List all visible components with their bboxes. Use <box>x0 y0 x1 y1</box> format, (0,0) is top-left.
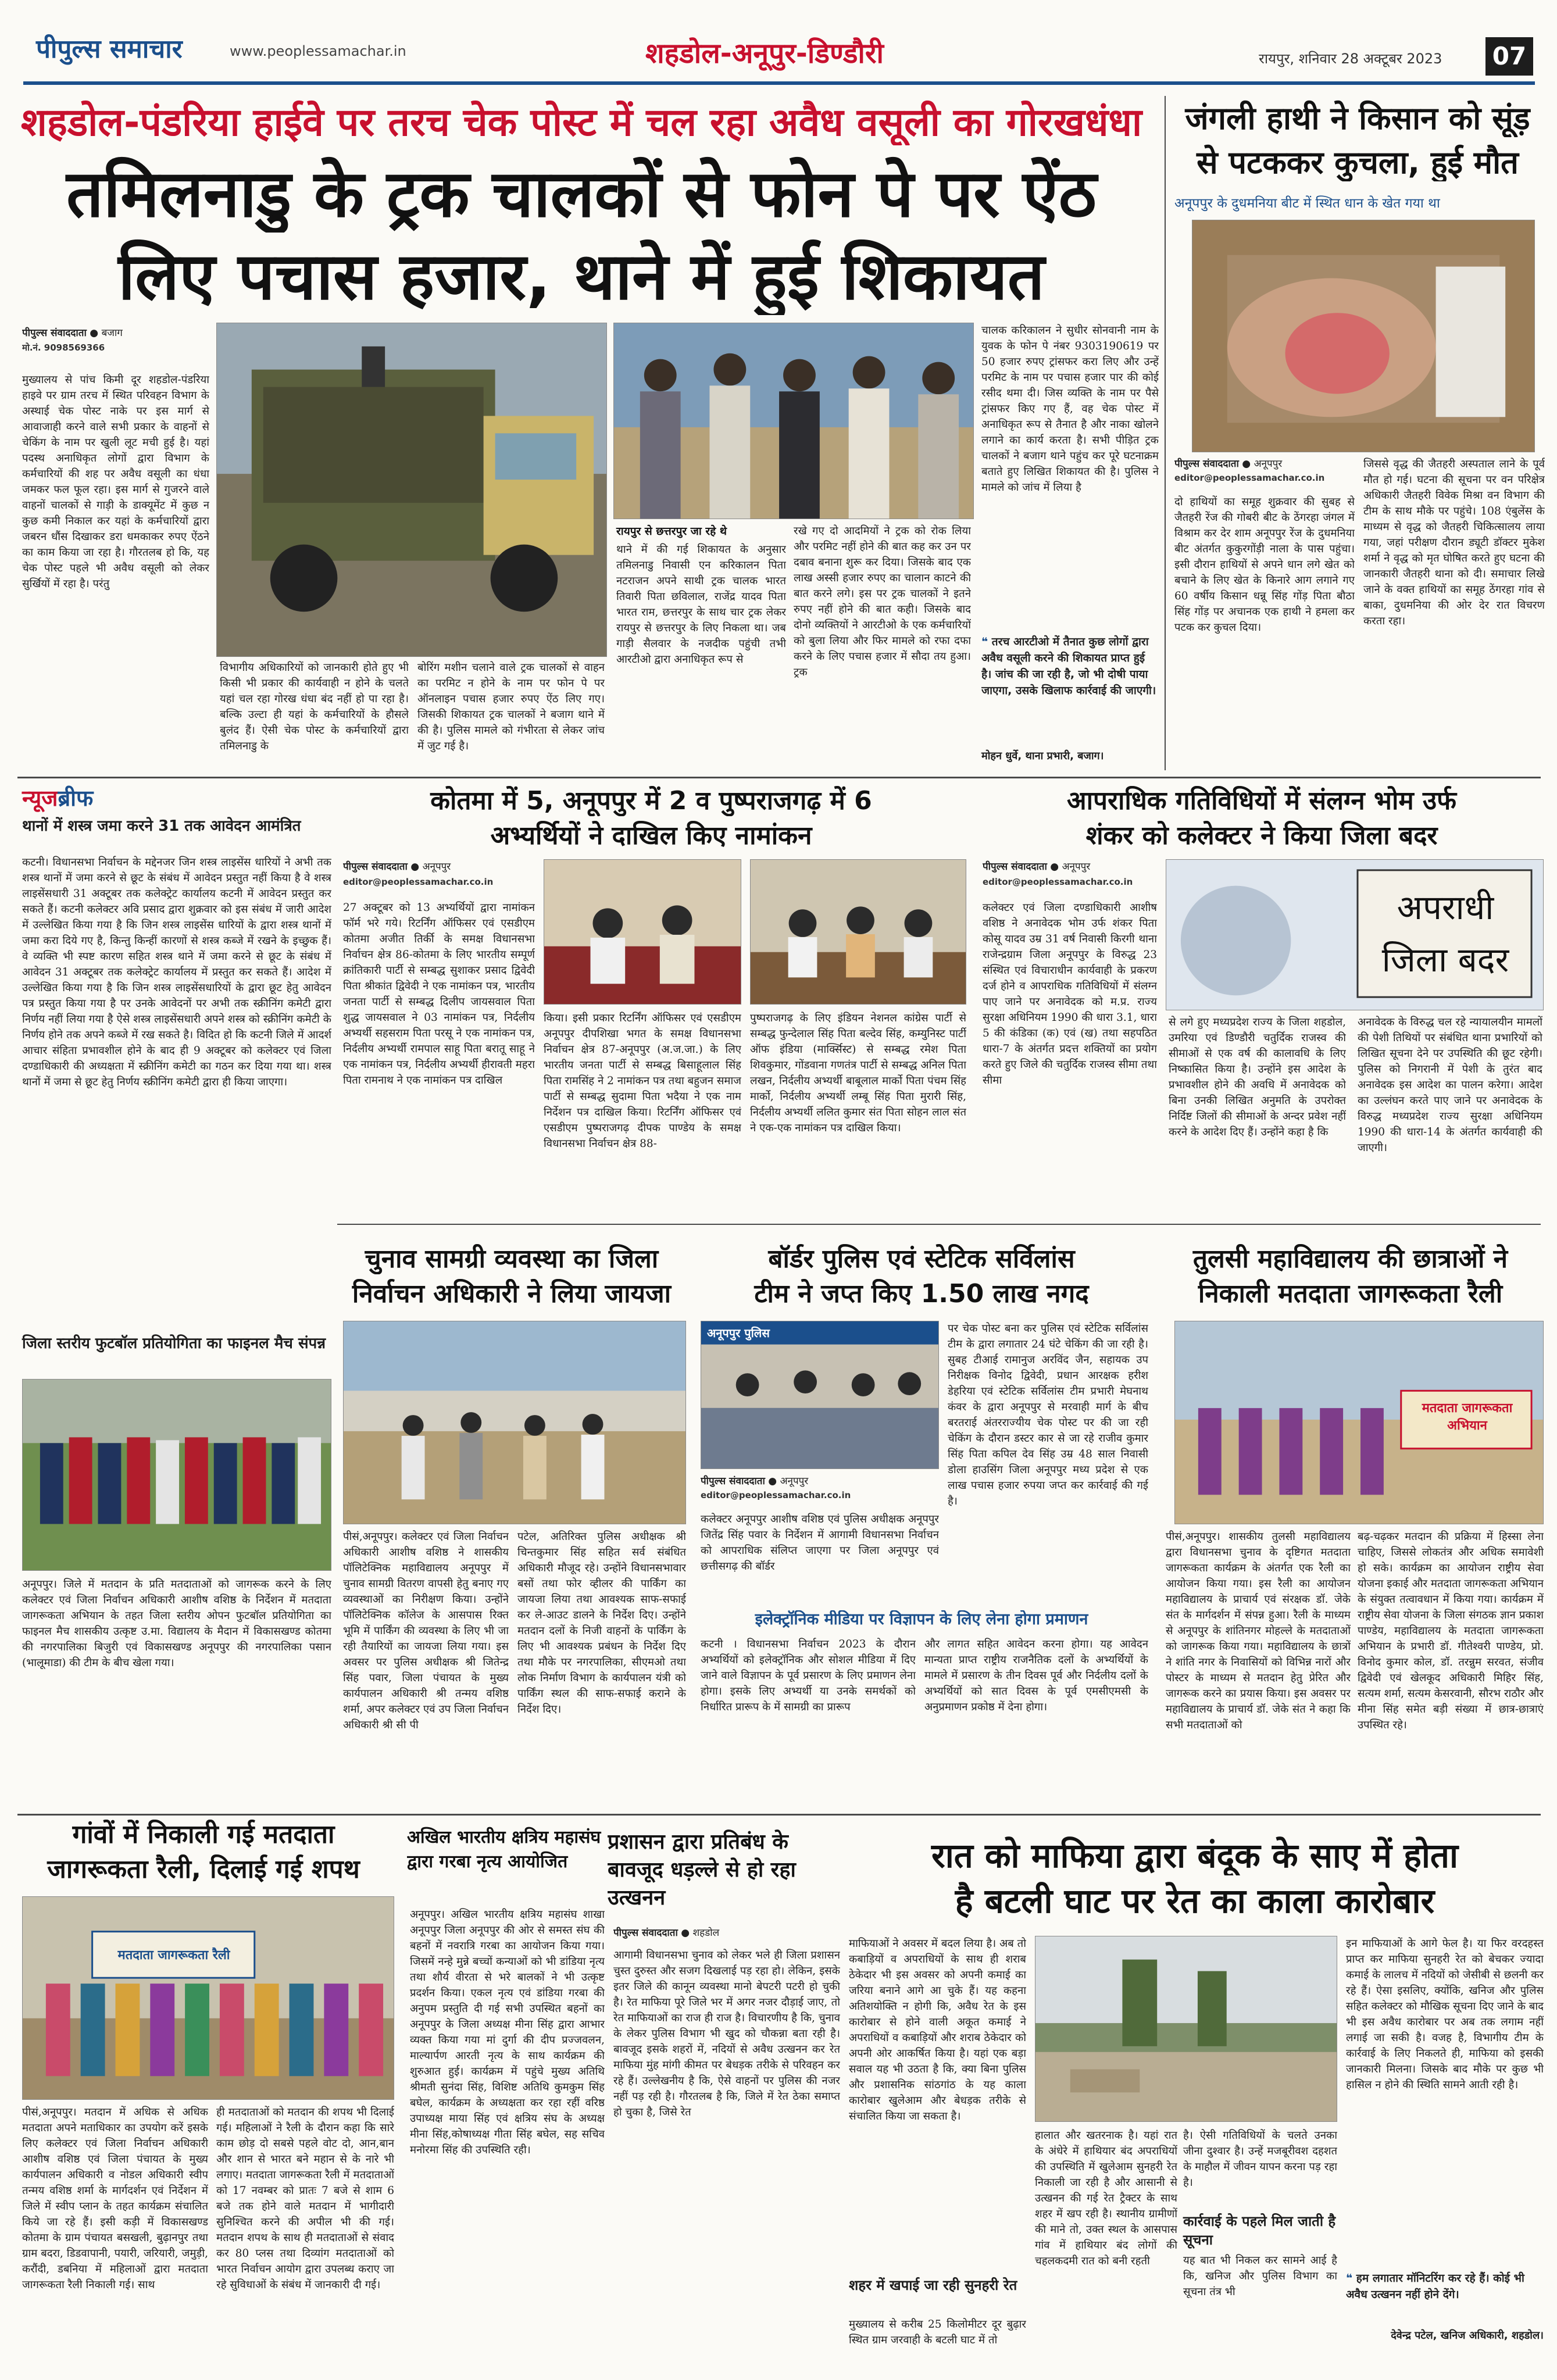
tulsi-col-2: बढ़-चढ़कर मतदान की प्रक्रिया में हिस्सा लेना चाहिए, जिससे लोकतंत्र और अधिक समावेशी हो सके। कार्यक्रम का आयोजन राष्ट्रीय सेवा योजना इकाई और मतदाता जागरूकता अभियान के संयुक्त तत्वावधान में किया गया। कार्यक्रम में राष्ट्रीय सेवा योजना के जिला संगठक ज्ञान प्रकाश पाण्डेय, महाविद्यालय के मतदाता जागरूकता अभियान के प्रभारी डॉ. गीतेश्वरी पाण्डेय, प्रो. विनोद कुमार कोल, डॉ. तरन्नुम सरवत, संजीव द्विवेदी एवं खेलकूद अधिकारी मिहिर सिंह, सत्यम शर्मा, सत्यम केसरवानी, सौरभ राठौर और मीना सिंह समेत बड़ी संख्या में छात्र-छात्राएं उपस्थित रहे। <box>1358 1531 1544 1731</box>
nominations-col-2: किया। इसी प्रकार रिटर्निंग ऑफिसर एवं एसडीएम अनूपपुर दीपशिखा भगत के समक्ष विधानसभा निर्वाचन क्षेत्र 87-अनूपपुर (अ.ज.जा.) के लिए भारतीय जनता पार्टी से सम्बद्ध बिसाहूलाल सिंह पिता रामसिंह ने 2 नामांकन पत्र तथा बहुजन समाज पार्टी से सम्बद्ध सुदामा पिता भदैया ने एक नाम निर्देशन पत्र दाखिल किया। रिटर्निंग ऑफिसर एवं एसडीएम पुष्पराजगढ़ दीपक पाण्डेय के समक्ष विधानसभा निर्वाचन क्षेत्र 88- <box>544 1012 741 1150</box>
brand-name: पीपुल्स समाचार <box>36 34 183 64</box>
nominations-headline-2: अभ्यर्थियों ने दाखिल किए नामांकन <box>490 821 812 850</box>
byline-place: अनूपपुर <box>1062 861 1091 873</box>
byline-source: पीपुल्स संवाददाता <box>343 861 408 873</box>
elephant-headline-1: जंगली हाथी ने किसान को सूंड़ <box>1185 100 1530 137</box>
jila-badar-email[interactable]: editor@peoplessamachar.co.in <box>983 877 1133 887</box>
border-police-byline: पीपुल्स संवाददाता ● अनूपपुर <box>701 1475 809 1487</box>
sand-mafia-col-3: है। ऐसी गतिविधियों के चलते उनका जीना दुश्वार है। उन्हें मजबूरीवश दहशत के माहौल में जीवन यापन करना पड़ रहा है। <box>1183 2129 1337 2189</box>
electronic-media-headline: इलेक्ट्रॉनिक मीडिया पर विज्ञापन के लिए लेना होगा प्रमाणन <box>755 1610 1088 1628</box>
tulsi-headline-2: निकाली मतदाता जागरूकता रैली <box>1198 1279 1503 1309</box>
byline-source: पीपुल्स संवाददाता <box>701 1475 765 1487</box>
brief-1-headline: थानों में शस्त्र जमा करने 31 तक आवेदन आमंत्रित <box>22 817 301 835</box>
tulsi-col-1: पीसं,अनूपपुर। शासकीय तुलसी महाविद्यालय द्वारा विधानसभा चुनाव के दृष्टिगत मतदाता जागरूकता कार्यक्रम के अंतर्गत एक रैली का आयोजन किया गया। इस रैली का आयोजन महाविद्यालय के प्राचार्य एवं संरक्षक डॉ. जेके संत के मार्गदर्शन में संपन्न हुआ। रैली के माध्यम से अनूपपुर के शांतिनगर मोहल्ले के मतदाताओं को जागरूक किया गया। महाविद्यालय के छात्रों ने शांति नगर के निवासियों को विभिन्न नारों और पोस्टर के माध्यम से मतदान हेतु प्रेरित और जागरूक करने का प्रयास किया। इस अवसर पर महाविद्यालय के प्राचार्य डॉ. जेके संत ने कहा कि सभी मतदाताओं को <box>1166 1531 1351 1731</box>
masthead-rule <box>23 81 1535 85</box>
nominations-col-3: पुष्पराजगढ़ के लिए इंडियन नेशनल कांग्रेस पार्टी से सम्बद्ध फुन्देलाल सिंह पिता बल्देव सिंह, कम्युनिस्ट पार्टी ऑफ इंडिया (मार्क्सिस्ट) से सम्बद्ध रमेश पिता शिवकुमार, गोंडवाना गणतंत्र पार्टी से सम्बद्ध अनिल पिता लखन, निर्दलीय अभ्यर्थी बाबूलाल मार्को पिता पंचम सिंह मार्को, निर्दलीय अभ्यर्थी लम्बू सिंह पिता मुरारी सिंह, निर्दलीय अभ्यर्थी ललित कुमार संत पिता सोहन लाल संत ने एक-एक नामांकन पत्र दाखिल किया। <box>750 1012 966 1134</box>
border-police-col-1: कलेक्टर अनूपपुर आशीष वशिष्ठ एवं पुलिस अधीक्षक अनूपपुर जितेंद्र सिंह पवार के निर्देशन में आगामी विधानसभा निर्वाचन को आपराधिक संलिप्त जाएगा पर जिला अनूपपुर एवं छत्तीसगढ़ की बॉर्डर <box>701 1513 939 1573</box>
horizontal-rule <box>17 777 1541 778</box>
lead-col-5: रखे गए दो आदमियों ने ट्रक को रोक लिया और परमिट नहीं होने की बात कह कर उन पर दबाव बनाना शुरू कर दिया। जिसके बाद एक लाख अस्सी हजार रुपए का चालान काटने की बात करने लगे। इस पर ट्रक चालकों ने इतने रुपए नहीं होने की बात कही। जिसके बाद दोनो व्यक्तियों ने आरटीओ के एक कर्मचारियों को बुला लिया और फिर मामले को रफा दफा करने के लिए पचास हजार में सौदा तय हुआ। ट्रक <box>794 525 971 678</box>
election-material-headline-1: चुनाव सामग्री व्यवस्था का जिला <box>365 1244 659 1274</box>
jila-badar-col-3: अनावेदक के विरुद्ध चल रहे न्यायालयीन मामलों की पेशी तिथियों पर संबंधित थाना प्रभारियों को लिखित सूचना देने पर उपस्थिति की छूट रहेगी। पुलिस को निगरानी में पेशी के तुरंत बाद अनावेदक इस आदेश का पालन करेगा। आदेश का उल्लंघन करते पाए जाने पर अनावेदक के विरुद्ध मध्यप्रदेश राज्य सुरक्षा अधिनियम 1990 की धारा-14 के अंतर्गत कार्यवाही की जाएगी। <box>1358 1016 1542 1154</box>
byline-place: शहडोल <box>692 1927 720 1939</box>
sand-mafia-headline-1: रात को माफिया द्वारा बंदूक के साए में होता <box>931 1836 1459 1875</box>
horizontal-rule <box>17 1814 1541 1816</box>
lead-headline-2: लिए पचास हजार, थाने में हुई शिकायत <box>118 239 1045 315</box>
village-rally-photo <box>22 1896 394 2100</box>
truck-drivers-photo <box>613 323 974 519</box>
nomination-photo-1 <box>544 859 741 1005</box>
elephant-subhead: अनूपपुर के दुधमनिया बीट में स्थित धान के खेत गया था <box>1174 196 1440 211</box>
village-rally-headline-2: जागरूकता रैली, दिलाई गई शपथ <box>47 1854 360 1884</box>
byline-place: अनूपपुर <box>1254 458 1283 470</box>
village-rally-col-1: पीसं,अनूपपुर। मतदान में अधिक से अधिक मतदाता अपने मताधिकार का उपयोग करें इसके लिए कलेक्टर एवं जिला निर्वाचन अधिकारी आशीष वशिष्ठ एवं जिला पंचायत के मुख्य कार्यपालन अधिकारी व नोडल अधिकारी स्वीप तन्मय वशिष्ठ शर्मा के मार्गदर्शन एवं निर्देशन में जिले में स्वीप प्लान के तहत कार्यक्रम संचालित किये जा रहे हैं। इसी कड़ी में विकासखण्ड कोतमा के ग्राम पंचायत बसखली, बुढ़ानपुर तथा ग्राम बदरा, डिडवापानी, पयारी, जरियारी, जमुड़ी, करौंदी, डबनिया में महिलाओं द्वारा मतदाता जागरूकता रैली निकाली गई। साथ <box>22 2106 208 2291</box>
elephant-col-2: जिससे वृद्ध की जैतहरी अस्पताल लाने के पूर्व मौत हो गई। घटना की सूचना पर वन परिक्षेत्र अधिकारी जैतहरी विवेक मिश्रा वन विभाग की टीम के साथ मौके पर पहुंचे। 108 एंबुलेंस के माध्यम से वृद्ध को जैतहरी चिकित्सालय लाया गया, जहां परीक्षण दौरान ड्यूटी डॉक्टर मुकेश शर्मा ने वृद्ध को मृत घोषित करते हुए घटना की जानकारी जैतहरी थाना को दी। समाचार लिखे जाने के वक्त हाथियों का समूह ठेंगरहा गांव से बाका, दुधमनिया की ओर देर रात विचरण करता रहा। <box>1363 458 1545 627</box>
nominations-email[interactable]: editor@peoplessamachar.co.in <box>343 877 494 887</box>
brief-2-text: अनूपपुर। जिले में मतदान के प्रति मतदाताओं को जागरूक करने के लिए कलेक्टर एवं जिला निर्वाचन अधिकारी आशीष वशिष्ठ के निर्देशन में मतदाता जागरूकता अभियान के तहत जिला स्तरीय ओपन फुटबॉल प्रतियोगिता का फाइनल मैच शासकीय उत्कृष्ट उ.मा. विद्यालय के मैदान में विकासखण्ड कोतमा की नगरपालिका बिजुरी एवं विकासखण्ड अनूपपुर की नगरपालिका पसान (भालूमाडा) की टीम के बीच खेला गया। <box>22 1578 331 1669</box>
lead-col-6: चालक करिकालन ने सुधीर सोनवानी नाम के युवक के फोन पे नंबर 9303190619 पर 50 हजार रुपए ट्रांसफर करा लिए और उन्हें परमिट के नाम पर पचास हजार पार की कोई रसीद थमा दी। जिस व्यक्ति के नाम पर पैसे ट्रांसफर किए गए हैं, वह चेक पोस्ट में अनाधिकृत रूप से तैनात है और नाका खोलने लगाने का कार्य करता है। सभी पीड़ित ट्रक चालकों ने बजाग थाने पहुंच कर पूरे घटनाक्रम बताते हुए लिखित शिकायत की है। पुलिस ने मामले को जांच में लिया है <box>981 324 1159 494</box>
sand-mafia-col-1: माफियाओं ने अवसर में बदल लिया है। अब तो कबाड़ियों व अपराधियों के साथ ही शराब ठेकेदार भी इस अवसर को अपनी कमाई का जरिया बनाने आगे आ चुके हैं। यह कहना अतिशयोक्ति न होगी कि, अवैध रेत के इस कारोबार से होने वाली अकूत कमाई ने अपराधियों व कबाड़ियों और शराब ठेकेदार को अपनी ओर आकर्षित किया है। यहां एक बड़ा सवाल यह भी उठता है कि, क्या बिना पुलिस और प्रशासनिक सांठगांठ के यह काला कारोबार खुलेआम और बेधड़क तरीके से संचालित किया जा सकता है। <box>849 1938 1026 2122</box>
village-rally-headline-1: गांवों में निकाली गई मतदाता <box>72 1820 335 1849</box>
nominations-headline-1: कोतमा में 5, अनूपपुर में 2 व पुष्पराजगढ़ में 6 <box>430 786 872 816</box>
tulsi-headline-1: तुलसी महाविद्यालय की छात्राओं ने <box>1192 1244 1508 1274</box>
jila-badar-headline-2: शंकर को कलेक्टर ने किया जिला बदर <box>1085 821 1438 850</box>
jila-badar-headline-1: आपराधिक गतिविधियों में संलग्न भोम उर्फ <box>1066 786 1457 816</box>
election-material-col-2: पटेल, अतिरिक्त पुलिस अधीक्षक श्री चिन्तकुमार सिंह सहित सर्व संबंधित अधिकारी मौजूद रहे। उन्होंने विधानसभावार बसों तथा फोर व्हीलर की पार्किंग का जायजा लिया तथा आवश्यक साफ-सफाई कर ले-आउट डालने के निर्देश दिए। उन्होंने मतदान दलों के निजी वाहनों के पार्किंग के लिए भी आवश्यक प्रबंधन के निर्देश दिए तथा मौके पर नगरपालिका, सीएमओ तथा लोक निर्माण विभाग के कार्यपालन यंत्री को पार्किंग स्थल की साफ-सफाई कराने के निर्देश दिए। <box>517 1531 686 1716</box>
sign-line-2: जिला बदर <box>1381 940 1509 980</box>
byline-source: पीपुल्स संवाददाता <box>22 327 87 339</box>
village-rally-col-2: ही मतदाताओं को मतदान की शपथ भी दिलाई गई। महिलाओं ने रैली के दौरान कहा कि सारे काम छोड़ दो सबसे पहले वोट दो, आन,बान और शान से भारत बने महान से के नारे भी लगाए। मतदाता जागरूकता रैली में मतदाताओं को 17 नवम्बर को प्रातः 7 बजे से शाम 6 बजे तक होने वाले मतदान में भागीदारी सुनिश्चित करने की अपील भी की गई। मतदान शपथ के साथ ही मतदाताओं से संवाद कर 80 प्लस तथा दिव्यांग मतदाताओं को भारत निर्वाचन आयोग द्वारा उपलब्ध कराए जा रहे सुविधाओं के संबंध में जानकारी दी गई। <box>216 2106 394 2291</box>
sand-ghat-photo <box>1035 1936 1337 2122</box>
sand-mafia-subhead-1: शहर में खपाई जा रही सुनहरी रेत <box>849 2277 1017 2293</box>
vertical-rule <box>1165 96 1166 770</box>
photo-banner: अनूपपुर पुलिस <box>707 1326 770 1340</box>
border-police-email[interactable]: editor@peoplessamachar.co.in <box>701 1490 851 1500</box>
brief-2-headline: जिला स्तरीय फुटबॉल प्रतियोगिता का फाइनल मैच संपन्न <box>22 1335 326 1352</box>
sand-mafia-subhead-2: कार्रवाई के पहले मिल जाती है सूचना <box>1183 2213 1336 2248</box>
truck-photo <box>216 323 607 657</box>
lead-byline: पीपुल्स संवाददाता ● बजाग <box>22 327 123 339</box>
byline-place: बजाग <box>101 327 123 339</box>
dateline: रायपुर, शनिवार 28 अक्टूबर 2023 <box>1259 51 1442 67</box>
horizontal-rule <box>337 1224 1541 1225</box>
tulsi-rally-photo <box>1174 1321 1544 1524</box>
lead-mobile: मो.नं. 9098569366 <box>22 342 105 353</box>
garba-headline: अखिल भारतीय क्षत्रिय महासंघ द्वारा गरबा नृत्य आयोजित <box>407 1827 601 1872</box>
excavation-headline: प्रशासन द्वारा प्रतिबंध के बावजूद धड़ल्ले से हो रहा उत्खनन <box>608 1830 796 1910</box>
border-police-headline-1: बॉर्डर पुलिस एवं स्टेटिक सर्विलांस <box>768 1244 1075 1274</box>
sand-mafia-col-3b: यह बात भी निकल कर सामने आई है कि, खनिज और पुलिस विभाग का सूचना तंत्र भी <box>1183 2254 1337 2298</box>
website[interactable]: www.peoplessamachar.in <box>230 43 406 59</box>
jila-badar-col-2: से लगे हुए मध्यप्रदेश राज्य के जिला शहडोल, उमरिया एवं डिण्डौरी चतुर्दिक राजस्व की सीमाओं से एक वर्ष की कालावधि के लिए निष्कासित किया है। उन्होंने इस आदेश के प्रभावशील होने की अवधि में अनावेदक को बिना उनकी लिखित अनुमति के उपरोक्त निर्दिष्ट जिलों की सीमाओं के अन्दर प्रवेश नहीं करने के आदेश दिए हैं। उन्होंने कहा है कि <box>1169 1016 1346 1138</box>
farmer-photo <box>1192 220 1535 452</box>
brand-logo <box>36 30 216 64</box>
sign-line-1: अपराधी <box>1397 888 1494 927</box>
election-material-photo <box>343 1321 686 1524</box>
jila-badar-sign <box>1166 859 1544 1010</box>
electronic-media-col-1: कटनी । विधानसभा निर्वाचन 2023 के दौरान अभ्यर्थियों को इलेक्ट्रॉनिक और सोशल मीडिया में दिए जाने वाले विज्ञापन के पूर्व प्रसारण के लिए प्रमाणन लेना होगा। इसके लिए अभ्यर्थी या उनके समर्थकों को निर्धारित प्रारूप के में सामग्री का प्रारूप <box>701 1638 916 1713</box>
news-brief-label <box>22 782 231 812</box>
sand-mafia-quote <box>1346 2270 1544 2325</box>
byline-source: पीपुल्स संवाददाता <box>983 861 1047 873</box>
byline-place: अनूपपुर <box>780 1475 809 1487</box>
lead-quote-attribution: मोहन धुर्वे, थाना प्रभारी, बजाग। <box>981 750 1104 762</box>
section-title: शहडोल-अनूपुर-डिण्डौरी <box>645 37 884 70</box>
excavation-byline: पीपुल्स संवाददाता ● शहडोल <box>613 1927 720 1939</box>
byline-source: पीपुल्स संवाददाता <box>613 1927 678 1939</box>
lead-headline-1: तमिलनाडु के ट्रक चालकों से फोन पे पर ऐंठ <box>66 156 1097 232</box>
news-brief-label-1: न्यूज <box>22 785 58 811</box>
border-police-col-2: पर चेक पोस्ट बना कर पुलिस एवं स्टेटिक सर्विलांस टीम के द्वारा लगातार 24 घंटे चेकिंग की जा रही है। सुबह टीआई रामानुज अरविंद जैन, सहायक उप निरीक्षक विनोद द्विवेदी, प्रधान आरक्षक हरीश डेहरिया एवं स्टेटिक सर्विलांस टीम प्रभारी मेघनाथ कंवर के द्वारा अनूपपुर से मरवाही मार्ग के बीच बरतराई अंतरराज्यीय चेक पोस्ट पर की जा रही चेकिंग के दौरान डस्टर कार से जा रहे राजीव कुमार सिंह पिता कपिल देव सिंह उम्र 48 साल निवासी डोला हाउसिंग जिला अनूपपुर मध्य प्रदेश से एक लाख पचास हजार रुपया जप्त कर कार्रवाई की गई है। <box>948 1323 1148 1507</box>
elephant-email[interactable]: editor@peoplessamachar.co.in <box>1174 473 1325 483</box>
quote-icon: ❝ <box>1346 2272 1353 2285</box>
elephant-col-1: दो हाथियों का समूह शुक्रवार की सुबह से जैतहरी रेंज की गोबरी बीट के ठेंगरहा जंगल में विश्राम कर देर शाम अनूपपुर रेंज के दुधमनिया बीट अंतर्गत कुकुरगोंड़ी नाला के पास पहुंचा। इसी दौरान हाथियों से अपने धान लगे खेत को बचाने के लिए खेत के किनारे आग लगाने गए 60 वर्षीय किसान धन्नू सिंह गोंड़ पिता बौठा सिंह गोंड़ पर अचानक एक हाथी ने हमला कर पटक कर कुचल दिया। <box>1174 496 1355 634</box>
lead-col-3: बोरिंग मशीन चलाने वाले ट्रक चालकों से वाहन का परमिट न होने के नाम पर फोन पे पर ऑनलाइन पचास हजार रुपए ऐंठ लिए गए। जिसकी शिकायत ट्रक चालकों ने बजाग थाने में की है। पुलिस मामले को गंभीरता से लेकर जांच में जुट गई है। <box>417 662 605 752</box>
lead-quote <box>981 634 1159 741</box>
election-material-col-1: पीसं,अनूपपुर। कलेक्टर एवं जिला निर्वाचन अधिकारी आशीष वशिष्ठ ने शासकीय पॉलिटेक्निक महाविद्यालय अनूपपुर में चुनाव सामग्री वितरण वापसी हेतु बनाए गए व्यवस्थाओं का निरीक्षण किया। उन्होंने पॉलिटेक्निक कॉलेज के आसपास रिक्त भूमि में पार्किंग की व्यवस्था के लिए भी जा रही तैयारियों का जायजा लिया गया। इस अवसर पर पुलिस अधीक्षक श्री जितेन्द्र सिंह पवार, जिला पंचायत के मुख्य कार्यपालन अधिकारी श्री तन्मय वशिष्ठ शर्मा, अपर कलेक्टर एवं उप जिला निर्वाचन अधिकारी श्री सी पी <box>343 1531 509 1731</box>
page-number: 07 <box>1485 37 1533 76</box>
brief-1-text: कटनी। विधानसभा निर्वाचन के मद्देनजर जिन शस्त्र लाइसेंस धारियों ने अभी तक शस्त्र थानों में जमा करने से छूट के संबंध में आवेदन प्रस्तुत नहीं किया है वे शस्त्र लाइसेंसधारी 31 अक्टूबर तक कलेक्ट्रेट कार्यालय कटनी में आवेदन प्रस्तुत कर सकते हैं। कटनी कलेक्टर अवि प्रसाद द्वारा शुक्रवार को इस संबंध में जारी आदेश में उल्लेखित किया गया है कि जिन शस्त्र लाइसेंस धारियों के द्वारा शस्त्र थानों में जमा करा दिये गए है, किन्तु किन्हीं कारणों से शस्त्र कब्जे में रखने के इच्छुक हैं। वे व्यक्ति भी स्पष्ट कारण सहित शस्त्र थाने में जमा करने से छूट के संबंध में आवेदन 31 अक्टूबर तक कलेक्ट्रेट कार्यालय में प्रस्तुत कर सकते हैं। आदेश में उल्लेखित किया गया है कि जिन शस्त्र लाइसेंसधारियों के द्वारा छूट हेतु आवेदन पत्र प्रस्तुत किया गया है पर उनके आवेदनों पर अभी तक स्क्रीनिंग कमेटी द्वारा निर्णय नहीं लिया गया है ऐसे शस्त्र लाइसेंसधारी अपने शस्त्र को स्क्रीनिंग कमेटी के निर्णय होने तक अपने कब्जे में रख सकते है। विदित हो कि कटनी जिले में आदर्श आचार संहिता प्रभावशील होने के बाद ही 9 अक्टूबर को कलेक्टर एवं जिला दण्डाधिकारी की अध्यक्षता में स्क्रीनिंग कमेटी का गठन कर दिया गया था। शस्त्र थानों में जमा से छूट हेतु निर्णय स्क्रीनिंग कमेटी द्वारा ही किया जाएगा। <box>22 856 331 1088</box>
nominations-col-1: 27 अक्टूबर को 13 अभ्यर्थियों द्वारा नामांकन फॉर्म भरे गये। रिटर्निंग ऑफिसर एवं एसडीएम कोतमा अजीत तिर्की के समक्ष विधानसभा निर्वाचन क्षेत्र 86-कोतमा के लिए भारतीय सम्पूर्ण क्रांतिकारी पार्टी से सम्बद्ध सुशाकर प्रसाद द्विवेदी पिता श्रीकांत द्विवेदी ने एक नामांकन पत्र, भारतीय जनता पार्टी से सम्बद्ध दिलीप जायसवाल पिता शुद्ध जायसवाल ने 03 नामांकन पत्र, निर्दलीय अभ्यर्थी सहसराम पिता परसू ने एक नामांकन पत्र, निर्दलीय अभ्यर्थी रामपाल साहू पिता बरातू साहू ने एक नामांकन पत्र, निर्दलीय अभ्यर्थी हीरावती महरा पिता रामनाथ ने एक नामांकन पत्र दाखिल <box>343 902 535 1087</box>
border-police-photo <box>701 1321 939 1469</box>
byline-place: अनूपपुर <box>422 861 451 873</box>
sand-mafia-quote-text: हम लगातार मॉनिटरिंग कर रहे हैं। कोई भी अवैध उत्खनन नहीं होने देंगे। <box>1346 2272 1524 2301</box>
football-photo <box>22 1379 331 1571</box>
byline-source: पीपुल्स संवाददाता <box>1174 458 1239 470</box>
lead-quote-text: तरच आरटीओ में तैनात कुछ लोगों द्वारा अवैध वसूली करने की शिकायत प्राप्त हुई है। जांच की जा रही है, जो भी दोषी पाया जाएगा, उसके खिलाफ कार्रवाई की जाएगी। <box>981 635 1156 697</box>
tulsi-banner-text: मतदाता जागरूकता अभियान <box>1422 1401 1513 1433</box>
nomination-photo-2 <box>750 859 966 1005</box>
border-police-headline-2: टीम ने जप्त किए 1.50 लाख नगद <box>754 1279 1089 1309</box>
excavation-col-1: आगामी विधानसभा चुनाव को लेकर भले ही जिला प्रशासन चुस्त दुरुस्त और सजग दिखलाई पड़ रहा हो। लेकिन, इसके इतर जिले की कानून व्यवस्था मानो बेपटरी पटरी हो चुकी है। रेत माफिया पूरे जिले भर में अगर नजर दौड़ाई जाए, तो रेत माफियाओं का राज ही राज है। विचारणीय है कि, चुनाव के लेकर पुलिस विभाग भी खुद को चौकन्ना बता रही है। बावजूद इसके शहरों में, नदियों से अवैध उत्खनन कर रेत माफिया मुंह मांगी कीमत पर बेधड़क तरीके से परिवहन कर रहे हैं। उल्लेखनीय है कि, ऐसे वाहनों पर पुलिस की नजर नहीं पड़ रही है। गौरतलब है कि, जिले में रेत ठेका समाप्त हो चुका है, जिसे रेत <box>613 1949 840 2118</box>
election-material-headline-2: निर्वाचन अधिकारी ने लिया जायजा <box>352 1279 672 1309</box>
lead-photo-caption: रायपुर से छत्तरपुर जा रहे थे <box>616 525 727 538</box>
masthead <box>0 0 1557 87</box>
jila-badar-col-1: कलेक्टर एवं जिला दण्डाधिकारी आशीष वशिष्ठ ने अनावेदक भोम उर्फ शंकर पिता कोसू यादव उम्र 31 वर्ष निवासी किरगी थाना राजेन्द्रग्राम जिला अनूपपुर के विरुद्ध 23 संस्थित एवं विचाराधीन कार्यवाही के प्रकरण दर्ज होने व आपराधिक गतिविधियों में संलग्न पाए जाने पर अनावेदक को म.प्र. राज्य सुरक्षा अधिनियम 1990 की धारा 3.1, धारा 5 की कंडिका (क) एवं (ख) तथा सहपठित धारा-7 के अंतर्गत प्रदत्त शक्तियों का प्रयोग करते हुए जिले की चतुर्दिक राजस्व सीमा तथा सीमा <box>983 902 1157 1087</box>
quote-icon: ❝ <box>981 635 988 648</box>
sand-mafia-col-4: इन माफियाओं के आगे फेल है। या फिर वरदहस्त प्राप्त कर माफिया सुनहरी रेत को बेचकर ज्यादा कमाई के लालच में नदियों को जेसीबी से छलनी कर रहे हैं। ऐसा इसलिए, क्योंकि, खनिज और पुलिस सहित कलेक्टर को मौखिक सूचना दिए जाने के बाद भी इस अवैध कारोबार पर अब तक लगाम नहीं लगाई जा सकी है। वजह है, विभागीय टीम के कार्रवाई के लिए निकलते ही, माफिया को इसकी जानकारी मिलना। जिसके बाद मौके पर कुछ भी हासिल न होने की स्थिति सामने आती रही है। <box>1346 1938 1544 2091</box>
lead-col-1: मुख्यालय से पांच किमी दूर शहडोल-पंडरिया हाइवे पर ग्राम तरच में स्थित परिवहन विभाग के अस्थाई चेक पोस्ट नाके पर इस मार्ग से आवाजाही करने वाले सभी प्रकार के वाहनों से चेकिंग के नाम पर खुली लूट मची हुई है। यहां पदस्थ अनाधिकृत लोगों द्वारा विभाग के कर्मचारियों की शह पर अवैध वसूली का धंधा जमकर फल फूल रहा। इस मार्ग से गुजरने वाले वाहनों चालकों से गाड़ी के डाक्यूमेंट में कुछ न कुछ कमी निकाल कर यहां के कर्मचारियों द्वारा जबरन धौंस दिखाकर डरा धमकाकर रुपए ऐंठने का काम किया जा रहा है। गौरतलब हो कि, यह चेक पोस्ट पहले भी अवैध वसूली को लेकर सुर्खियों में रहा है। परंतु <box>22 374 209 590</box>
nominations-byline: पीपुल्स संवाददाता ● अनूपपुर <box>343 861 451 873</box>
lead-kicker: शहडोल-पंडरिया हाईवे पर तरच चेक पोस्ट में चल रहा अवैध वसूली का गोरखधंधा <box>20 100 1142 145</box>
garba-col-1: अनूपपुर। अखिल भारतीय क्षत्रिय महासंघ शाखा अनूपपुर जिला अनूपपुर की ओर से समस्त संघ की बहनों में नवरात्रि गरबा का आयोजन किया गया। जिसमें नन्हे मुन्ने बच्चों कन्याओं को भी डांडिया नृत्य तथा शौर्य वीरता से भरे बालकों ने भी उत्कृष्ट प्रदर्शन किया। एकल नृत्य एवं डांडिया गरबा की अनुपम प्रस्तुति दी गई सभी उपस्थित बहनों का अनूपपुर के जिला अध्यक्ष मीना सिंह द्वारा आभार व्यक्त किया गया मां दुर्गा की दीप प्रज्जवलन, माल्यार्पण आरती नृत्य के साथ कार्यक्रम की शुरुआत हुई। कार्यक्रम में पहुंचे मुख्य अतिथि श्रीमती सुनंदा सिंह, विशिष्ट अतिथि कुमकुम सिंह बघेल, कार्यक्रम के अध्यक्षता कर रहा रहीं वरिष्ठ उपाध्यक्ष माया सिंह एवं क्षत्रिय संघ के अध्यक्ष मीना सिंह,कोषाध्यक्ष गीता सिंह बघेल, सह सचिव मनोरमा सिंह की उपस्थिति रही। <box>410 1909 605 2156</box>
elephant-byline: पीपुल्स संवाददाता ● अनूपपुर <box>1174 458 1283 470</box>
sand-mafia-headline-2: है बटली घाट पर रेत का काला कारोबार <box>955 1881 1435 1921</box>
lead-col-4: थाने में की गई शिकायत के अनुसार तमिलनाडु निवासी एन करिकालन पिता नटराजन अपने साथी ट्रक चालक भारत तिवारी पिता छविलाल, राजेंद्र यादव पिता भारत राम, छत्तरपुर के साथ चार ट्रक लेकर रायपुर से छत्तरपुर के लिए निकला था। जब गाड़ी सैलवार के नजदीक पहुंची तभी आरटीओ द्वारा अनाधिकृत रूप से <box>616 544 786 666</box>
jila-badar-byline: पीपुल्स संवाददाता ● अनूपपुर <box>983 861 1091 873</box>
sand-mafia-col-2: हालात और खतरनाक है। यहां रात के अंधेरे में हाथियार बंद अपराधियों की उपस्थिति में खुलेआम सुनहरी रेत निकाली जा रही है और आसानी से उत्खनन की गई रेत ट्रैक्टर के साथ शहर में खप रही है। स्थानीय ग्रामीणों की माने तो, उक्त स्थल के आसपास गांव में हाथियार बंद लोगों की चहलकदमी रात को बनी रहती <box>1035 2129 1177 2267</box>
electronic-media-col-2: और लागत सहित आवेदन करना होगा। यह आवेदन मान्यता प्राप्त राष्ट्रीय राजनैतिक दलों के अभ्यर्थियों के मामले में प्रसारण के तीन दिवस पूर्व और निर्दलीय दलों के अभ्यर्थियों को सात दिवस के पूर्व एमसीएमसी के अनुप्रमाणन प्रकोष्ठ में देना होगा। <box>924 1638 1148 1713</box>
sand-mafia-quote-attribution: देवेन्द्र पटेल, खनिज अधिकारी, शहडोल। <box>1391 2329 1544 2342</box>
elephant-headline-2: से पटककर कुचला, हुई मौत <box>1197 144 1519 181</box>
village-banner-text: मतदाता जागरूकता रैली <box>117 1948 230 1963</box>
news-brief-label-2: ब्रीफ <box>58 785 94 811</box>
lead-col-2: विभागीय अधिकारियों को जानकारी होते हुए भी किसी भी प्रकार की कार्यवाही न होने के चलते यहां चल रहा गोरख धंधा बंद नहीं हो पा रहा है। बल्कि उल्टा ही यहां के कर्मचारियों के हौसले बुलंद हैं। ऐसी चेक पोस्ट के कर्मचारियों द्वारा तमिलनाडु के <box>220 662 409 752</box>
sand-mafia-col-1b: मुख्यालय से करीब 25 किलोमीटर दूर बुढ़ार स्थित ग्राम जरवाही के बटली घाट में तो <box>849 2318 1026 2346</box>
